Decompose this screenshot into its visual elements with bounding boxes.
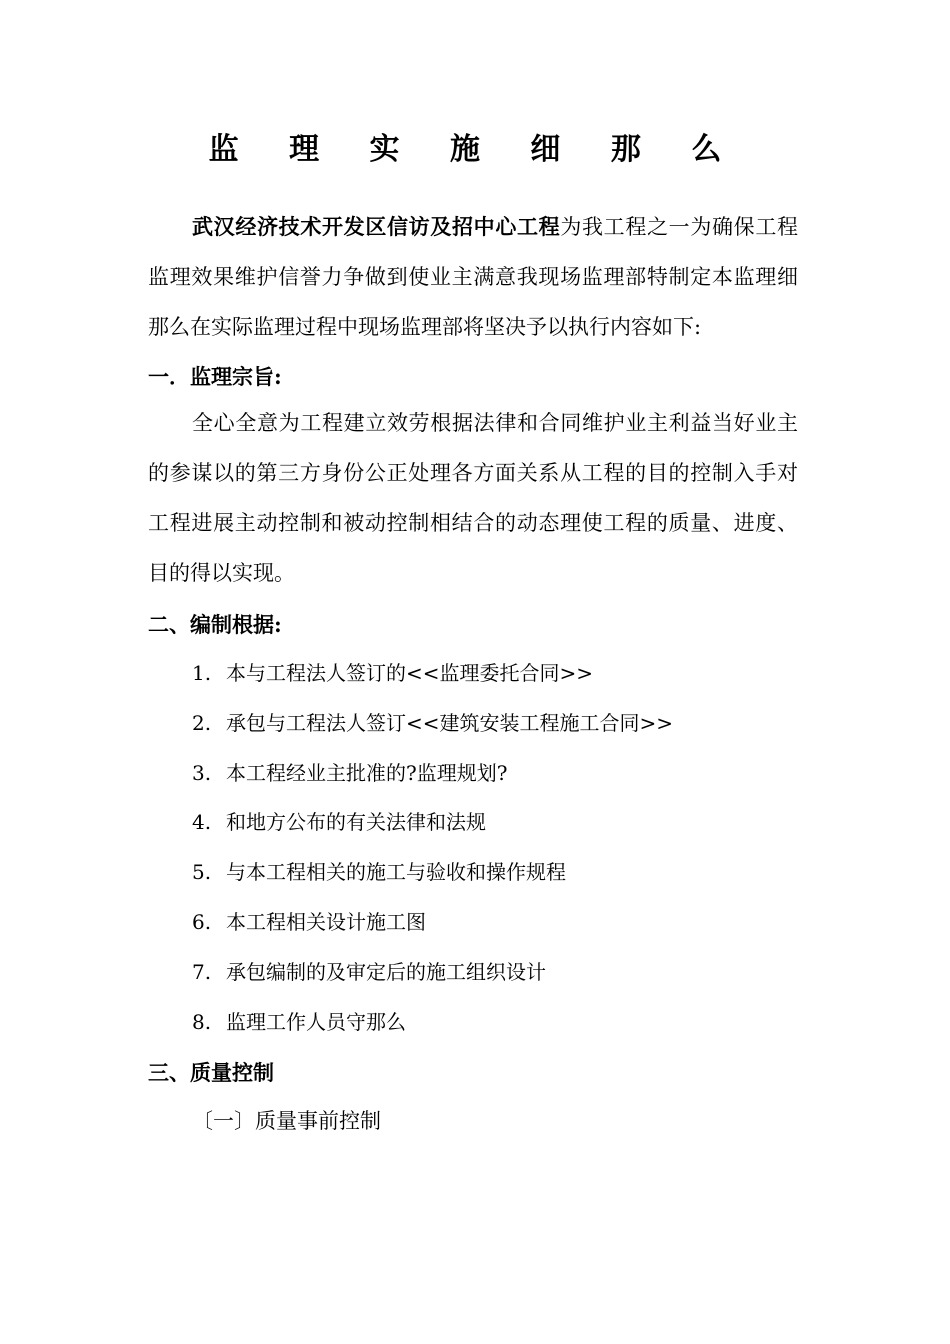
section-heading-purpose: 一．监理宗旨: [148, 364, 282, 389]
section-heading-quality: 三、质量控制 [148, 1060, 274, 1085]
list-item-number: 3. [192, 760, 212, 785]
list-item [192, 807, 673, 857]
list-item-text: 监理工作人员守那么 [226, 1009, 406, 1034]
list-item-text: 本工程相关设计施工图 [226, 909, 426, 934]
section-heading-basis: 二、编制根据: [148, 612, 282, 637]
list-item-number: 4. [192, 810, 212, 835]
list-item-number: 6. [192, 909, 212, 934]
document-title: 监 理 实 施 细 那 么 [208, 132, 742, 167]
basis-list [192, 658, 673, 1056]
list-item-text: 承包与工程法人签订<<建筑安装工程施工合同>> [226, 710, 674, 735]
list-item-number: 2. [192, 710, 212, 735]
list-item [192, 907, 673, 957]
intro-text: 为我工程之一为确保工程监理效果维护信誉力争做到使业主满意我现场监理部特制定本监理细那么在实际监理过程中现场监理部将坚决予以执行内容如下: [148, 215, 799, 339]
intro-paragraph [148, 202, 798, 352]
list-item [192, 708, 673, 758]
project-name: 武汉经济技术开发区信访及招中心工程 [192, 214, 561, 239]
list-item [192, 957, 673, 1007]
purpose-paragraph: 全心全意为工程建立效劳根据法律和合同维护业主利益当好业主的参谋以的第三方身份公正处理各方面关系从工程的目的控制入手对工程进展主动控制和被动控制相结合的动态理使工程的质量、进度、目的得以实现。 [148, 411, 798, 585]
list-item-text: 承包编制的及审定后的施工组织设计 [226, 959, 546, 984]
list-item-number: 8. [192, 1009, 212, 1034]
list-item-text: 和地方公布的有关法律和法规 [226, 810, 486, 835]
subsection-heading-pre-control: 〔一〕质量事前控制 [192, 1109, 381, 1133]
list-item [192, 1007, 673, 1057]
list-item [192, 857, 673, 907]
list-item [192, 758, 673, 808]
list-item-number: 7. [192, 959, 212, 984]
list-item-number: 1. [192, 661, 212, 685]
list-item-text: 本工程经业主批准的?监理规划? [226, 760, 508, 785]
list-item-text: 与本工程相关的施工与验收和操作规程 [226, 860, 566, 885]
list-item-number: 5. [192, 860, 212, 885]
list-item-text: 本与工程法人签订的<<监理委托合同>> [226, 661, 594, 685]
list-item [192, 658, 673, 708]
